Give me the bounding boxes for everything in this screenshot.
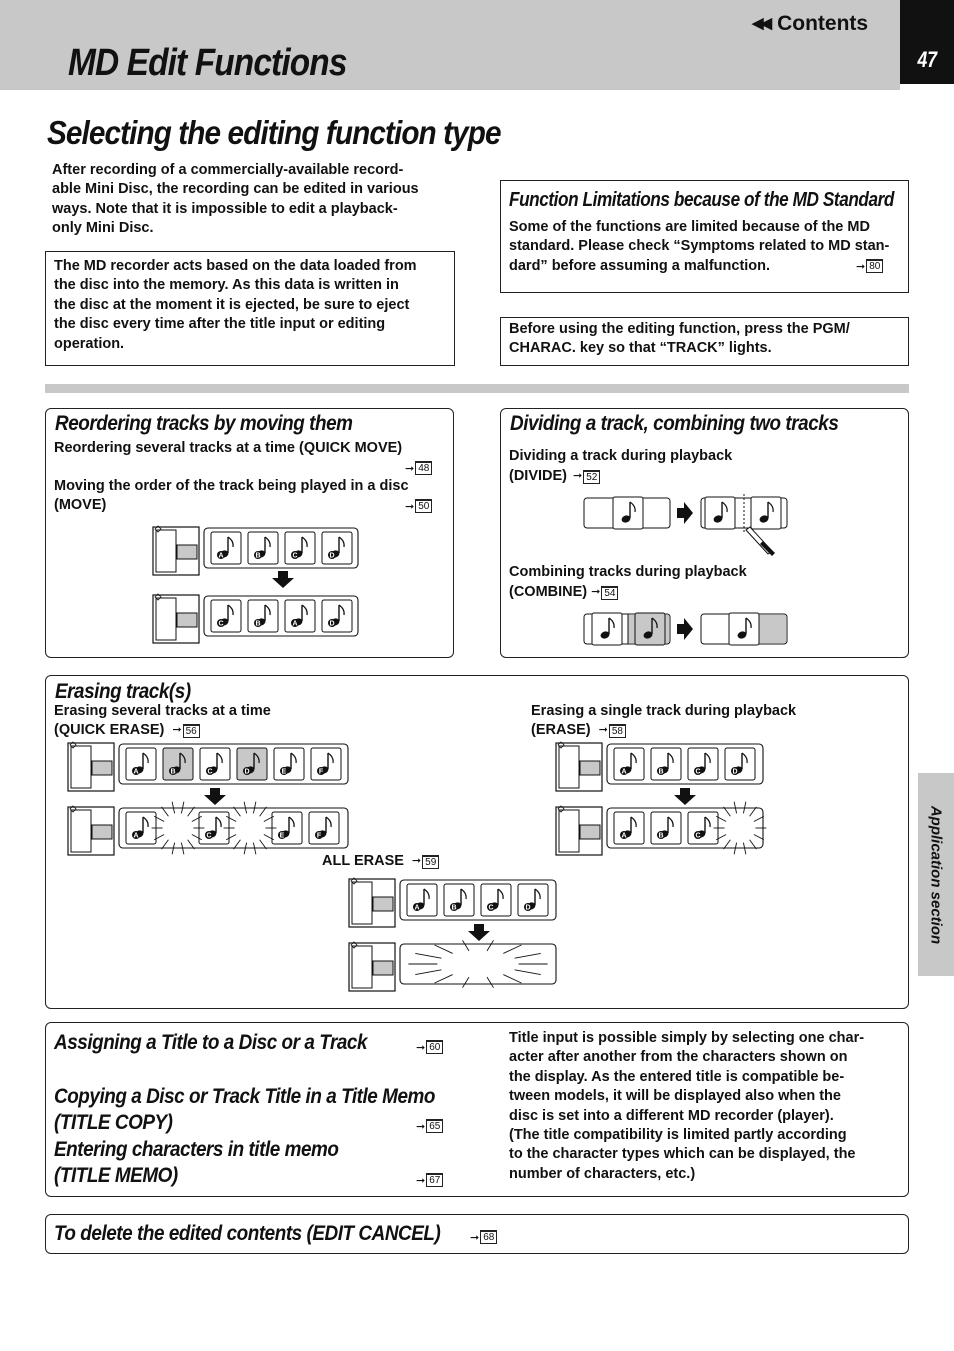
quick-move-label: Reordering several tracks at a time (QUICK MOVE): [54, 440, 403, 456]
page-ref-number: 58: [609, 724, 626, 738]
track-letter: C: [695, 832, 701, 840]
title-desc-line: (The title compatibility is limited partly according: [509, 1127, 847, 1144]
memo-title-2: (TITLE MEMO): [54, 1164, 178, 1187]
page-ref-number: 50: [415, 499, 432, 513]
limitations-line: standard. Please check “Symptoms related to MD stan-: [509, 238, 890, 255]
track-note: [285, 600, 315, 632]
arrow-icon: ➞: [856, 260, 866, 273]
combine-label-2: [509, 583, 618, 602]
arrow-icon: ➞: [405, 500, 415, 513]
section-title: Selecting the editing function type: [47, 114, 501, 151]
page-ref[interactable]: [599, 721, 626, 740]
title-desc-line: tween models, it will be displayed also when the: [509, 1088, 841, 1105]
md-disc-icon: [153, 526, 199, 575]
page-ref-number: 56: [183, 724, 200, 738]
page-ref[interactable]: [416, 1119, 443, 1133]
track-letter: C: [206, 832, 212, 840]
track-letter: A: [218, 552, 224, 560]
quick-erase-label-2: [54, 721, 200, 740]
move-label-2: (MOVE): [54, 497, 107, 513]
title-desc-line: Title input is possible simply by selecting one char-: [509, 1030, 865, 1046]
page-ref[interactable]: [416, 1173, 443, 1187]
arrow-icon: ➞: [591, 586, 601, 598]
quick-erase-label: Erasing several tracks at a time: [54, 703, 271, 719]
track-letter: A: [621, 768, 627, 776]
track-cell: [211, 532, 241, 564]
page-ref[interactable]: [591, 583, 618, 602]
memo-title: Entering characters in title memo: [54, 1138, 339, 1161]
assign-title: Assigning a Title to a Disc or a Track: [54, 1031, 368, 1054]
track-cell: [285, 532, 315, 564]
page-ref-number: 52: [583, 470, 600, 484]
page-ref[interactable]: [172, 721, 199, 740]
page-ref[interactable]: [416, 1040, 443, 1054]
arrow-icon: ➞: [598, 724, 608, 736]
track-letter: D: [732, 768, 738, 776]
track-letter: E: [279, 832, 285, 840]
track-note: [211, 600, 241, 632]
cancel-title: To delete the edited contents (EDIT CANCEL): [54, 1222, 441, 1245]
divide-label: Dividing a track during playback: [509, 448, 733, 464]
track-letter: B: [658, 832, 664, 840]
track-cell: [322, 532, 352, 564]
title-description: [509, 1029, 900, 1184]
track-letter: E: [281, 768, 287, 776]
track-row: [204, 528, 358, 568]
track-note: [211, 532, 241, 564]
arrow-icon: ➞: [416, 1120, 426, 1133]
reorder-title: Reordering tracks by moving them: [55, 412, 353, 435]
track-letter: C: [207, 768, 213, 776]
track-note: [248, 532, 278, 564]
track-letter: C: [695, 768, 701, 776]
track-cell: [211, 600, 241, 632]
before-note-line: CHARAC. key so that “TRACK” lights.: [509, 340, 772, 357]
title-desc-line: to the character types which can be displayed, the: [509, 1146, 856, 1163]
divide-key: (DIVIDE): [509, 468, 567, 484]
intro-line: able Mini Disc, the recording can be edited in various: [52, 181, 419, 198]
title-desc-line: disc is set into a different MD recorder (player).: [509, 1107, 834, 1124]
arrow-icon: ➞: [411, 855, 422, 867]
page-ref-number: 67: [426, 1173, 443, 1187]
track-letter: D: [329, 552, 335, 560]
page-ref-number: 59: [422, 855, 439, 869]
track-note: [322, 600, 352, 632]
rewind-icon: ◀◀: [752, 15, 770, 32]
disc-label: [177, 545, 197, 559]
note-line: the disc into the memory. As this data is written in: [54, 277, 399, 294]
limitations-line: dard” before assuming a malfunction.: [509, 257, 771, 274]
track-row: [204, 596, 358, 636]
track-letter: A: [133, 768, 139, 776]
divide-label-2: [509, 467, 600, 486]
track-letter: C: [218, 620, 224, 628]
note-line: the disc every time after the title input or editing: [54, 316, 386, 333]
track-note: [322, 532, 352, 564]
side-tab-label: Application section: [927, 805, 945, 945]
single-erase-label-2: [531, 721, 626, 740]
arrow-icon: ➞: [470, 1231, 480, 1244]
page-ref[interactable]: [412, 852, 439, 871]
intro-line: After recording of a commercially-available record-: [52, 162, 404, 178]
arrow-icon: ➞: [573, 470, 583, 482]
all-erase-label: [322, 852, 439, 871]
md-disc-icon: [153, 594, 199, 643]
arrow-icon: ➞: [416, 1041, 426, 1054]
page-title: MD Edit Functions: [68, 42, 347, 84]
limitations-line: Some of the functions are limited because of the MD: [509, 219, 870, 235]
page-ref-number: 65: [426, 1119, 443, 1133]
page-ref-number: 80: [866, 259, 883, 273]
divide-title: Dividing a track, combining two tracks: [510, 412, 839, 435]
single-erase-key: (ERASE): [531, 722, 591, 738]
disc-shutter: [156, 530, 176, 572]
note-line: The MD recorder acts based on the data loaded from: [54, 258, 417, 274]
note-line: the disc at the moment it is ejected, be sure to eject: [54, 296, 410, 313]
arrow-icon: ➞: [416, 1174, 426, 1187]
copy-title-2: (TITLE COPY): [54, 1111, 173, 1134]
quick-erase-key: (QUICK ERASE): [54, 722, 165, 738]
track-letter: B: [255, 552, 261, 560]
track-letter: B: [255, 620, 261, 628]
arrow-icon: ➞: [172, 724, 182, 736]
track-note: [285, 532, 315, 564]
move-label: Moving the order of the track being played in a disc: [54, 478, 409, 494]
track-letter: C: [292, 552, 298, 560]
track-cell: [248, 532, 278, 564]
title-desc-line: the display. As the entered title is compatible be-: [509, 1068, 845, 1085]
track-note: [248, 600, 278, 632]
track-letter: F: [318, 768, 324, 776]
page-number: 47: [917, 47, 937, 72]
title-desc-line: acter after another from the characters shown on: [509, 1049, 848, 1066]
disc-label: [177, 613, 197, 627]
title-desc-line: number of characters, etc.): [509, 1165, 696, 1182]
disc-shutter: [156, 598, 176, 640]
page-ref-number: 54: [601, 586, 618, 600]
track-letter: F: [316, 832, 322, 840]
arrow-icon: ➞: [405, 462, 415, 475]
track-letter: C: [488, 904, 494, 912]
track-letter: B: [451, 904, 457, 912]
track-letter: A: [292, 620, 298, 628]
track-letter: D: [329, 620, 335, 628]
track-letter: D: [525, 904, 531, 912]
page-ref[interactable]: [573, 467, 600, 486]
track-cell: [248, 600, 278, 632]
track-cell: [322, 600, 352, 632]
divide-panel: [500, 408, 909, 658]
track-cell: [285, 600, 315, 632]
contents-label: Contents: [777, 12, 869, 35]
track-letter: A: [133, 832, 139, 840]
intro-line: only Mini Disc.: [52, 220, 154, 237]
page-ref[interactable]: [470, 1230, 497, 1244]
note-line: operation.: [54, 335, 125, 352]
intro-line: ways. Note that it is impossible to edit a playback-: [52, 200, 398, 217]
copy-title: Copying a Disc or Track Title in a Title Memo: [54, 1085, 435, 1108]
track-letter: B: [658, 768, 664, 776]
page-ref-number: 68: [480, 1230, 497, 1244]
track-letter: A: [621, 832, 627, 840]
all-erase-key: ALL ERASE: [322, 853, 404, 869]
track-letter: A: [414, 904, 420, 912]
down-arrow-icon: [272, 571, 294, 588]
track-letter: B: [170, 768, 176, 776]
limitations-title: Function Limitations because of the MD Standard: [509, 189, 894, 211]
combine-label: Combining tracks during playback: [509, 564, 747, 580]
track-letter: D: [244, 768, 250, 776]
single-erase-label: Erasing a single track during playback: [531, 703, 797, 719]
erase-title: Erasing track(s): [55, 680, 191, 703]
combine-key: (COMBINE): [509, 584, 588, 600]
page-ref-number: 60: [426, 1040, 443, 1054]
page-ref-number: 48: [415, 461, 432, 475]
before-note-line: Before using the editing function, press the PGM/: [509, 321, 850, 337]
